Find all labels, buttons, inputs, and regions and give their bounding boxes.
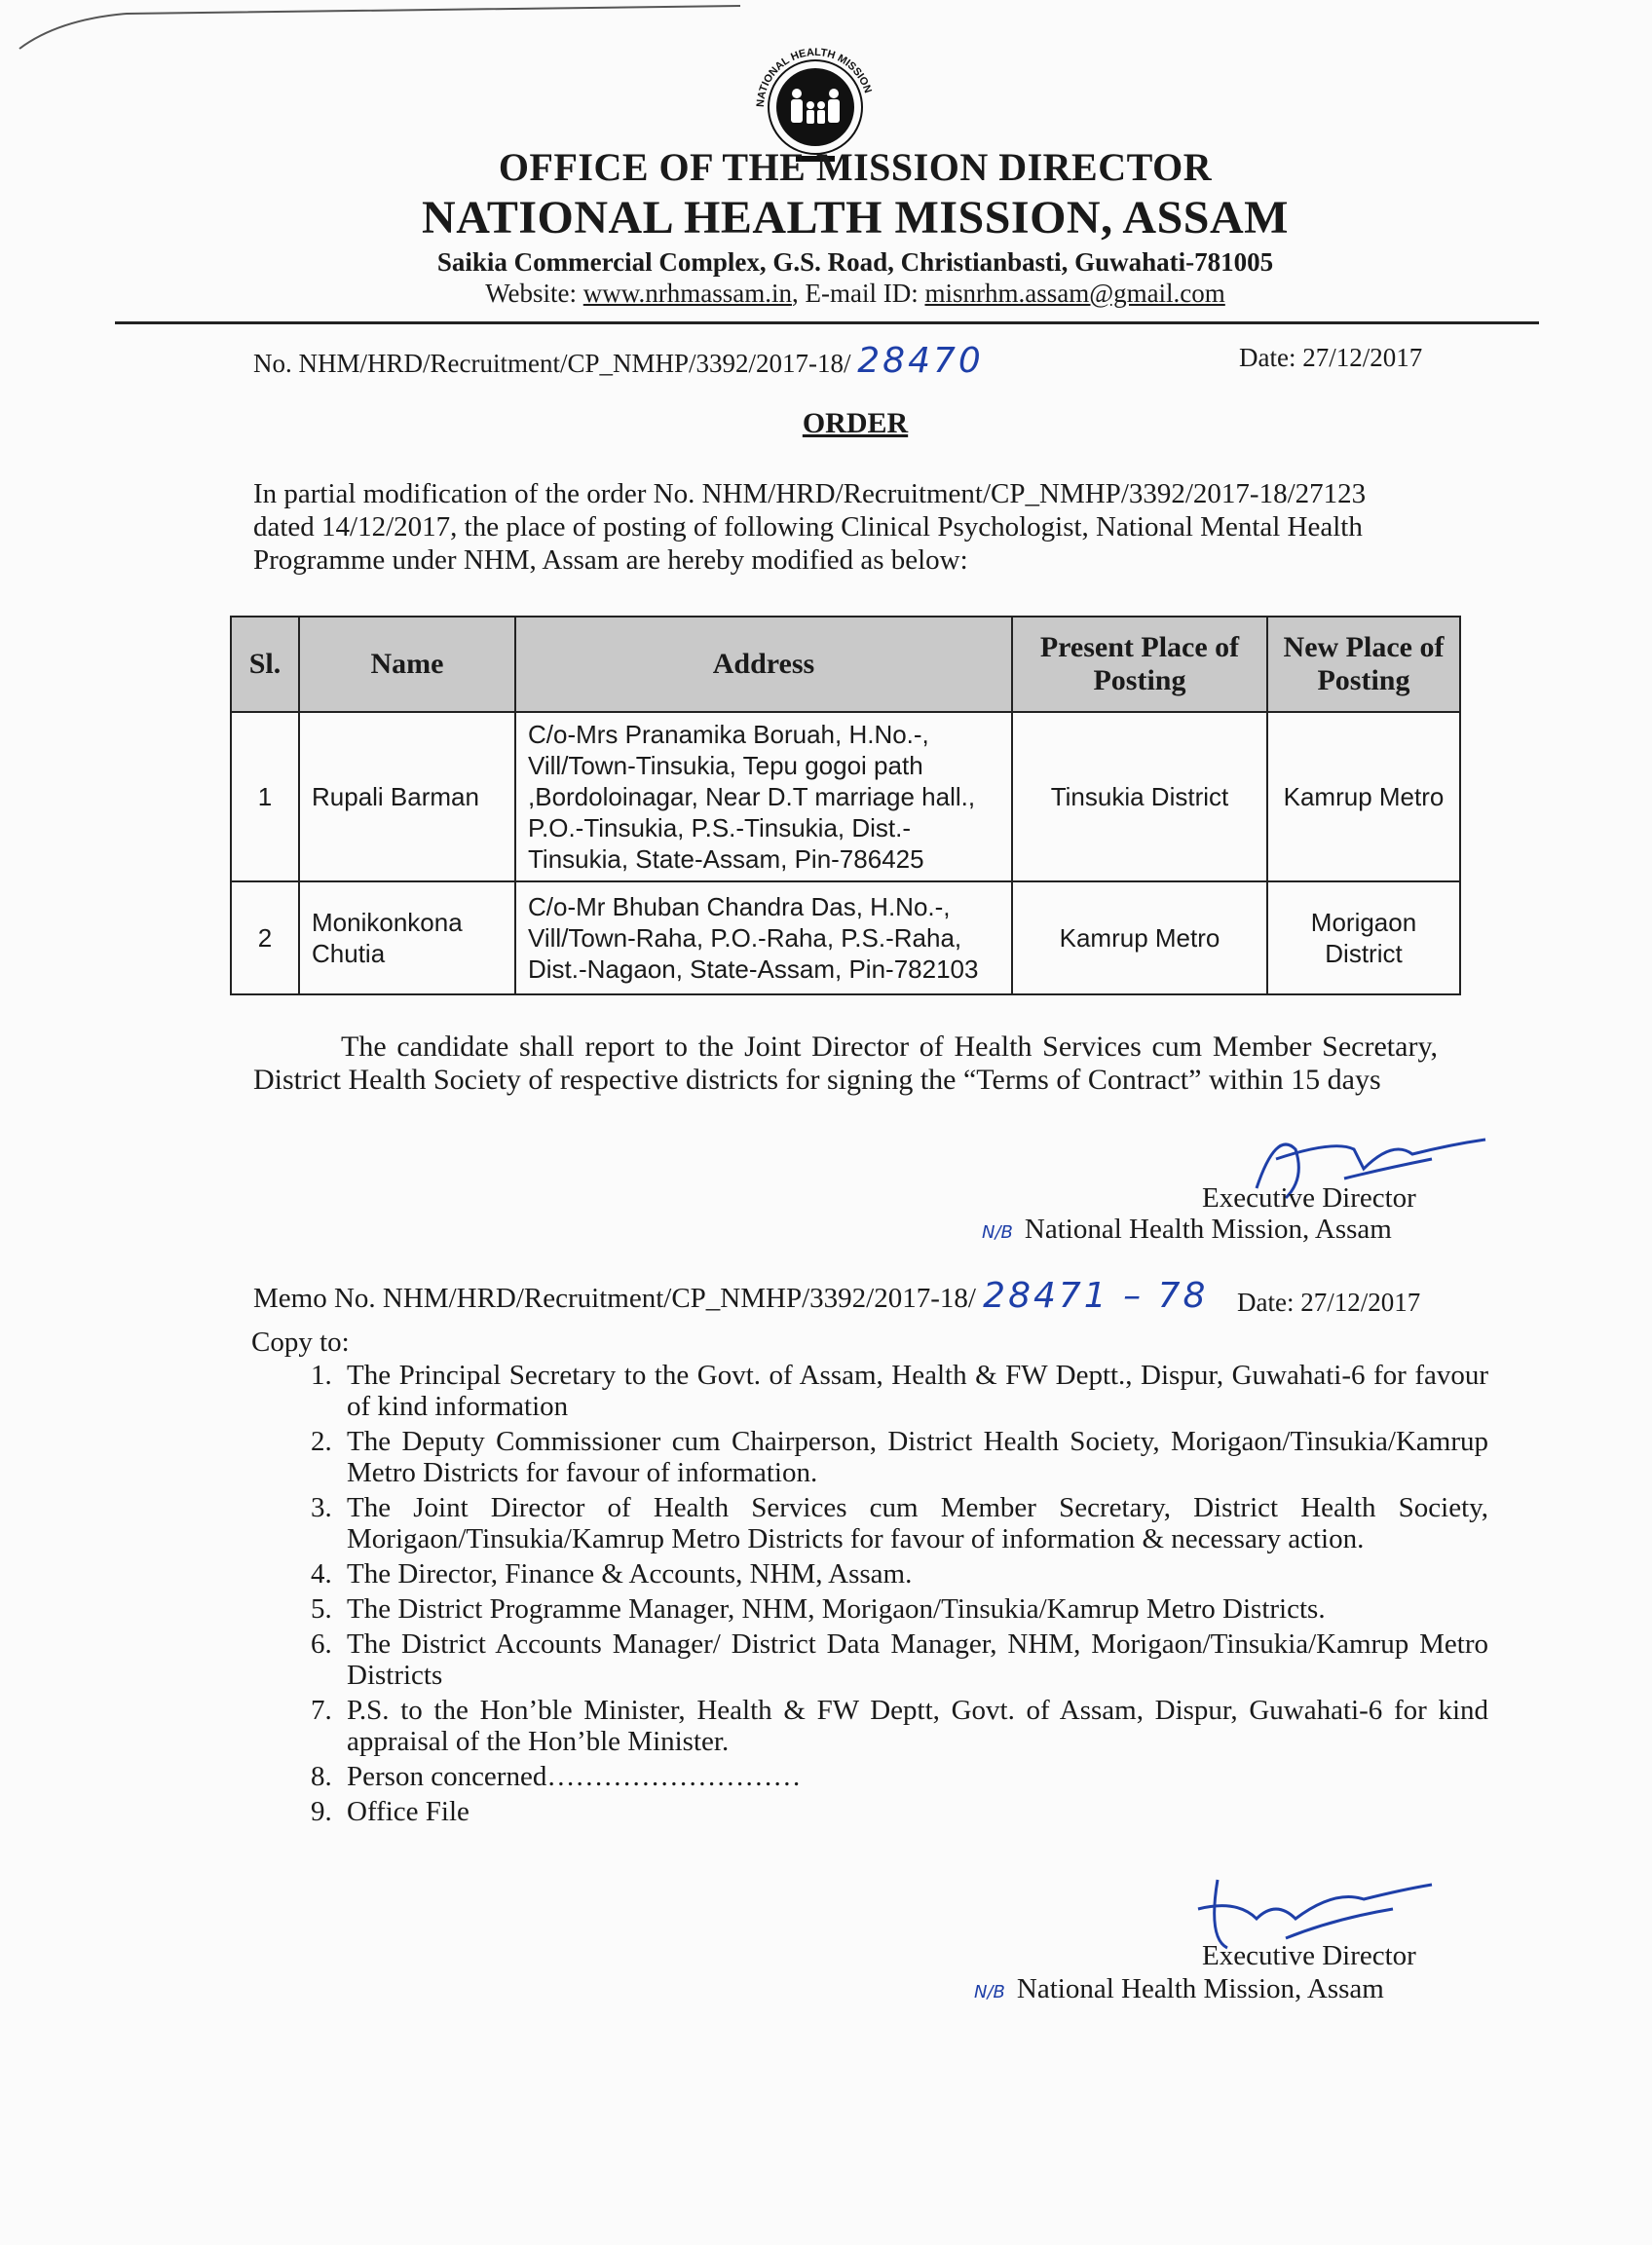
cell-address: C/o-Mrs Pranamika Boruah, H.No.-, Vill/Town-Tinsukia, Tepu gogoi path ,Bordoloinagar, Near D.T marriage hall., P.O.-Tinsukia, P.S.-Tinsukia, Dist.-Tinsukia, State-Assam, Pin-786425 — [515, 712, 1012, 881]
order-number-handwritten: 28470 — [857, 341, 984, 381]
signature-1-initials: N/B — [982, 1222, 1013, 1243]
list-item: 8. Person concerned……………………… — [339, 1761, 1488, 1792]
cell-new-posting: Morigaon District — [1267, 881, 1460, 994]
contact-line — [0, 279, 1652, 309]
signature-1-org-text: National Health Mission, Assam — [1024, 1214, 1392, 1245]
signature-2-title: Executive Director — [1202, 1940, 1416, 1971]
svg-text:NATIONAL HEALTH MISSION: NATIONAL HEALTH MISSION — [754, 46, 874, 108]
copy-list — [292, 1360, 1488, 1831]
order-heading: ORDER — [802, 407, 909, 439]
list-item: 2. The Deputy Commissioner cum Chairperson, District Health Society, Morigaon/Tinsukia/Kamrup Metro Districts for favour of information. — [339, 1426, 1488, 1488]
list-item: 5. The District Programme Manager, NHM, Morigaon/Tinsukia/Kamrup Metro Districts. — [339, 1593, 1488, 1625]
signature-2-org-text: National Health Mission, Assam — [1016, 1973, 1384, 2004]
cell-sl: 2 — [231, 881, 299, 994]
header-divider — [115, 321, 1539, 324]
col-new-posting: New Place of Posting — [1267, 617, 1460, 712]
office-title: OFFICE OF THE MISSION DIRECTOR — [498, 145, 1213, 189]
memo-number-prefix: Memo No. NHM/HRD/Recruitment/CP_NMHP/3392/2017-18/ — [253, 1283, 976, 1314]
office-address: Saikia Commercial Complex, G.S. Road, Christianbasti, Guwahati-781005 — [436, 247, 1274, 277]
website-label: Website: — [485, 279, 583, 308]
cell-name: Rupali Barman — [299, 712, 515, 881]
list-item: 6. The District Accounts Manager/ District Data Manager, NHM, Morigaon/Tinsukia/Kamrup Metro Districts — [339, 1628, 1488, 1691]
table-row — [231, 712, 1460, 881]
order-number — [253, 341, 984, 381]
email-link[interactable]: misnrhm.assam@gmail.com — [924, 279, 1225, 308]
table-header-row — [231, 617, 1460, 712]
candidate-paragraph-text: The candidate shall report to the Joint Director of Health Services cum Member Secretary, District Health Society of respective districts for signing the “Terms of Contract” within 15 days — [253, 1030, 1438, 1096]
list-item: 1. The Principal Secretary to the Govt. of Assam, Health & FW Deptt., Dispur, Guwahati-6 for favour of kind information — [339, 1360, 1488, 1422]
memo-number-handwritten: 28471 – 78 — [983, 1276, 1209, 1316]
cell-new-posting: Kamrup Metro — [1267, 712, 1460, 881]
col-present-posting: Present Place of Posting — [1012, 617, 1267, 712]
signature-1-org — [982, 1214, 1392, 1246]
signature-2-initials: N/B — [974, 1982, 1005, 2002]
cell-name: Monikonkona Chutia — [299, 881, 515, 994]
memo-date: Date: 27/12/2017 — [1237, 1288, 1421, 1317]
order-number-prefix: No. NHM/HRD/Recruitment/CP_NMHP/3392/2017-18/ — [253, 349, 851, 378]
col-sl: Sl. — [231, 617, 299, 712]
signature-2-org — [974, 1973, 1384, 2005]
order-date: Date: 27/12/2017 — [1239, 343, 1423, 372]
table-row — [231, 881, 1460, 994]
col-name: Name — [299, 617, 515, 712]
scan-mark — [0, 0, 740, 68]
list-item: 9. Office File — [339, 1796, 1488, 1827]
intro-paragraph: In partial modification of the order No. NHM/HRD/Recruitment/CP_NMHP/3392/2017-18/27123 dated 14/12/2017, the place of posting of following Clinical Psychologist, National Mental Health Programme under NHM, Assam are hereby modified as below: — [253, 478, 1367, 576]
candidate-paragraph — [253, 1030, 1438, 1097]
copy-to-label: Copy to: — [251, 1327, 350, 1358]
col-address: Address — [515, 617, 1012, 712]
cell-present-posting: Kamrup Metro — [1012, 881, 1267, 994]
posting-table — [230, 616, 1461, 995]
email-label: , E-mail ID: — [792, 279, 925, 308]
memo-number — [253, 1276, 1208, 1316]
list-item: 4. The Director, Finance & Accounts, NHM, Assam. — [339, 1558, 1488, 1590]
website-link[interactable]: www.nrhmassam.in — [582, 279, 792, 308]
list-item: 3. The Joint Director of Health Services cum Member Secretary, District Health Society, Morigaon/Tinsukia/Kamrup Metro Districts for favour of information & necessary action. — [339, 1492, 1488, 1554]
list-item: 7. P.S. to the Hon’ble Minister, Health & FW Deptt, Govt. of Assam, Dispur, Guwahati-6 for kind appraisal of the Hon’ble Minister. — [339, 1695, 1488, 1757]
mission-title: NATIONAL HEALTH MISSION, ASSAM — [422, 192, 1289, 243]
signature-1-title: Executive Director — [1202, 1182, 1416, 1214]
cell-present-posting: Tinsukia District — [1012, 712, 1267, 881]
cell-sl: 1 — [231, 712, 299, 881]
cell-address: C/o-Mr Bhuban Chandra Das, H.No.-, Vill/Town-Raha, P.O.-Raha, P.S.-Raha, Dist.-Nagaon, State-Assam, Pin-782103 — [515, 881, 1012, 994]
